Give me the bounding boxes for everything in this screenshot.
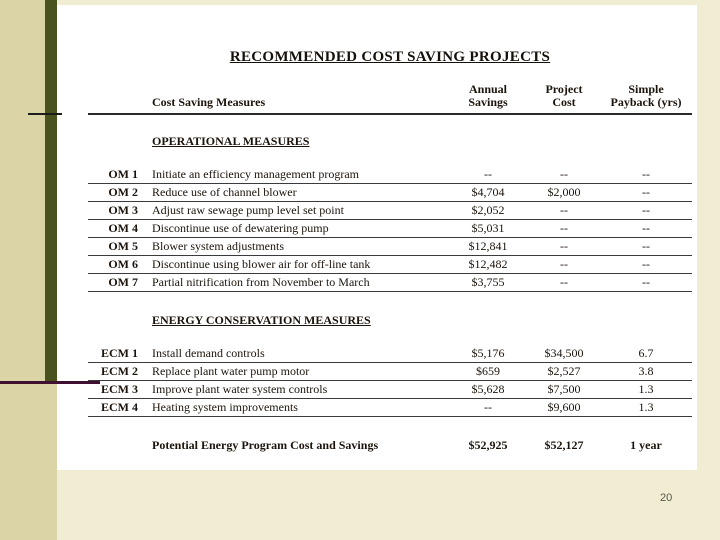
annual-savings-value: $12,482 — [448, 256, 528, 274]
project-cost-value: $9,600 — [528, 399, 600, 417]
measure-name: Adjust raw sewage pump level set point — [150, 202, 448, 220]
measure-name: Replace plant water pump motor — [150, 363, 448, 381]
payback-value: -- — [600, 166, 692, 184]
table-row — [88, 381, 692, 399]
left-tick-line — [28, 113, 62, 115]
measure-name: Discontinue using blower air for off-line tank — [150, 256, 448, 274]
measure-name: Blower system adjustments — [150, 238, 448, 256]
total-label: Potential Energy Program Cost and Savings — [152, 438, 379, 452]
total-payback: 1 year — [630, 438, 662, 452]
table-row — [88, 363, 692, 381]
col-header-measures: Cost Saving Measures — [88, 77, 448, 114]
table-row — [88, 238, 692, 256]
header-line: Annual — [468, 82, 508, 96]
measure-name: Discontinue use of dewatering pump — [150, 220, 448, 238]
vertical-accent-bar — [45, 0, 57, 384]
header-line: Cost — [552, 95, 576, 109]
total-project-cost: $52,127 — [544, 438, 584, 452]
measure-id: OM 4 — [88, 220, 150, 238]
payback-value: 3.8 — [600, 363, 692, 381]
project-cost-value: $2,527 — [528, 363, 600, 381]
annual-savings-value: $2,052 — [448, 202, 528, 220]
annual-savings-value: $12,841 — [448, 238, 528, 256]
section-heading-operational: OPERATIONAL MEASURES — [152, 134, 310, 148]
total-id-spacer — [88, 417, 150, 455]
section-row-energy-conservation — [88, 292, 692, 346]
payback-value: -- — [600, 238, 692, 256]
table-title: RECOMMENDED COST SAVING PROJECTS — [229, 49, 551, 65]
project-cost-value: -- — [528, 238, 600, 256]
table-row — [88, 256, 692, 274]
annual-savings-value: $5,628 — [448, 381, 528, 399]
total-row — [88, 417, 692, 455]
col-header-simple-payback — [600, 77, 692, 114]
header-line: Simple — [628, 82, 664, 96]
section-row-operational — [88, 114, 692, 166]
project-cost-value: -- — [528, 220, 600, 238]
measure-id: ECM 1 — [88, 345, 150, 363]
measure-id: OM 6 — [88, 256, 150, 274]
measure-name: Improve plant water system controls — [150, 381, 448, 399]
section-cell — [88, 114, 692, 166]
measure-id: ECM 2 — [88, 363, 150, 381]
payback-value: 1.3 — [600, 399, 692, 417]
col-header-project-cost — [528, 77, 600, 114]
payback-value: 6.7 — [600, 345, 692, 363]
payback-value: 1.3 — [600, 381, 692, 399]
col-header-annual-savings — [448, 77, 528, 114]
measure-name: Reduce use of channel blower — [150, 184, 448, 202]
measure-id: OM 7 — [88, 274, 150, 292]
section-cell — [88, 292, 692, 346]
measure-id: OM 1 — [88, 166, 150, 184]
measure-id: OM 3 — [88, 202, 150, 220]
project-cost-value: $7,500 — [528, 381, 600, 399]
measure-name: Install demand controls — [150, 345, 448, 363]
slide-page-number: 20 — [660, 492, 673, 504]
table-row — [88, 184, 692, 202]
annual-savings-value: $5,176 — [448, 345, 528, 363]
header-row — [88, 77, 692, 114]
annual-savings-value: $4,704 — [448, 184, 528, 202]
annual-savings-value: $3,755 — [448, 274, 528, 292]
table-row — [88, 166, 692, 184]
payback-value: -- — [600, 256, 692, 274]
document-page — [57, 5, 697, 470]
cost-saving-table — [88, 77, 692, 454]
project-cost-value: -- — [528, 256, 600, 274]
payback-value: -- — [600, 274, 692, 292]
table-row — [88, 202, 692, 220]
annual-savings-value: -- — [448, 166, 528, 184]
total-annual-savings: $52,925 — [468, 438, 508, 452]
measure-name: Initiate an efficiency management program — [150, 166, 448, 184]
payback-value: -- — [600, 220, 692, 238]
table-row — [88, 345, 692, 363]
header-line: Project — [545, 82, 583, 96]
measure-id: ECM 3 — [88, 381, 150, 399]
measure-name: Partial nitrification from November to March — [150, 274, 448, 292]
payback-value: -- — [600, 202, 692, 220]
table-row — [88, 399, 692, 417]
project-cost-value: $2,000 — [528, 184, 600, 202]
measure-id: ECM 4 — [88, 399, 150, 417]
table-row — [88, 220, 692, 238]
measure-id: OM 2 — [88, 184, 150, 202]
annual-savings-value: -- — [448, 399, 528, 417]
project-cost-value: -- — [528, 274, 600, 292]
maroon-accent-line — [0, 381, 100, 384]
header-line: Payback (yrs) — [610, 95, 682, 109]
header-line: Savings — [468, 95, 508, 109]
project-cost-value: -- — [528, 202, 600, 220]
project-cost-value: -- — [528, 166, 600, 184]
measure-id: OM 5 — [88, 238, 150, 256]
measure-name: Heating system improvements — [150, 399, 448, 417]
annual-savings-value: $659 — [448, 363, 528, 381]
payback-value: -- — [600, 184, 692, 202]
project-cost-value: $34,500 — [528, 345, 600, 363]
annual-savings-value: $5,031 — [448, 220, 528, 238]
section-heading-energy-conservation: ENERGY CONSERVATION MEASURES — [152, 313, 371, 327]
table-row — [88, 274, 692, 292]
